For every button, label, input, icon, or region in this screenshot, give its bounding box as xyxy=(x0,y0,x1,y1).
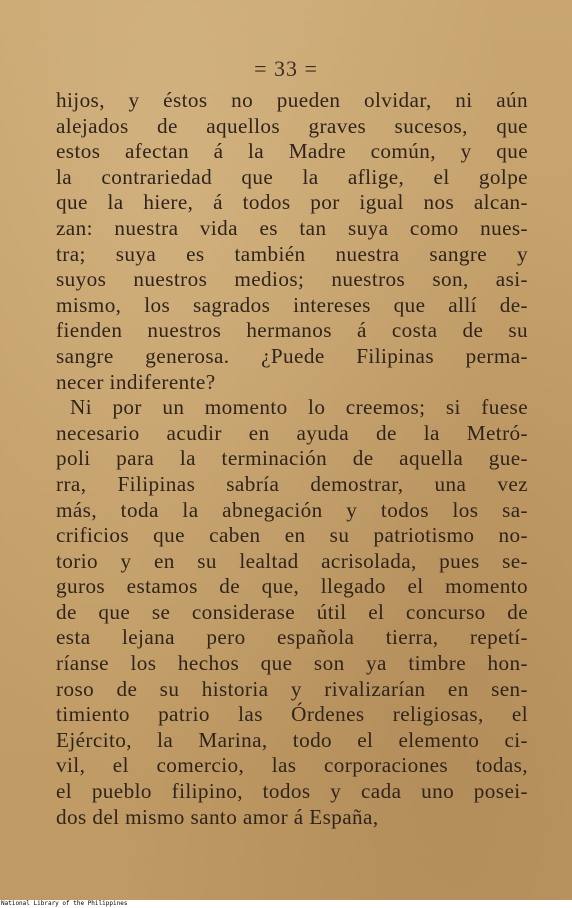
text-line: mismo, los sagrados intereses que allí de- xyxy=(56,292,528,317)
library-credit: National Library of the Philippines xyxy=(1,900,128,907)
text-line: sangre generosa. ¿Puede Filipinas perma- xyxy=(56,343,528,368)
text-line-paragraph-end: necer indiferente? xyxy=(56,369,216,394)
page-number: = 33 = xyxy=(254,56,318,81)
text-line: el pueblo filipino, todos y cada uno posei- xyxy=(56,779,528,804)
text-line: vil, el comercio, las corporaciones todas, xyxy=(56,753,528,778)
text-line: crificios que caben en su patriotismo no- xyxy=(56,523,528,548)
text-line: guros estamos de que, llegado el momento xyxy=(56,574,528,599)
text-line: ríanse los hechos que son ya timbre hon- xyxy=(56,651,528,676)
text-line: timiento patrio las Órdenes religiosas, el xyxy=(56,702,528,727)
text-line: dos del mismo santo amor á España, xyxy=(56,804,379,829)
text-line: la contrariedad que la aflige, el golpe xyxy=(56,164,528,189)
text-line-paragraph-start: Ni por un momento lo creemos; si fuese xyxy=(70,395,528,420)
body-text xyxy=(56,88,528,830)
text-line: más, toda la abnegación y todos los sa- xyxy=(56,497,528,522)
text-line: zan: nuestra vida es tan suya como nues- xyxy=(56,215,528,240)
text-line: alejados de aquellos graves sucesos, que xyxy=(56,113,528,138)
text-line: esta lejana pero española tierra, repetí- xyxy=(56,625,528,650)
text-line: Ejército, la Marina, todo el elemento ci- xyxy=(56,727,528,752)
text-line: fienden nuestros hermanos á costa de su xyxy=(56,318,528,343)
text-line: de que se considerase útil el concurso de xyxy=(56,599,528,624)
text-line: rra, Filipinas sabría demostrar, una vez xyxy=(56,471,528,496)
text-line: necesario acudir en ayuda de la Metró- xyxy=(56,420,528,445)
text-line: poli para la terminación de aquella gue- xyxy=(56,446,528,471)
text-line: suyos nuestros medios; nuestros son, asi- xyxy=(56,267,528,292)
text-line: torio y en su lealtad acrisolada, pues se- xyxy=(56,548,528,573)
text-line: que la hiere, á todos por igual nos alcan- xyxy=(56,190,528,215)
footer-strip xyxy=(0,900,572,908)
text-line: roso de su historia y rivalizarían en sen- xyxy=(56,676,528,701)
text-line: estos afectan á la Madre común, y que xyxy=(56,139,528,164)
text-line: hijos, y éstos no pueden olvidar, ni aún xyxy=(56,88,528,112)
text-line: tra; suya es también nuestra sangre y xyxy=(56,241,528,266)
